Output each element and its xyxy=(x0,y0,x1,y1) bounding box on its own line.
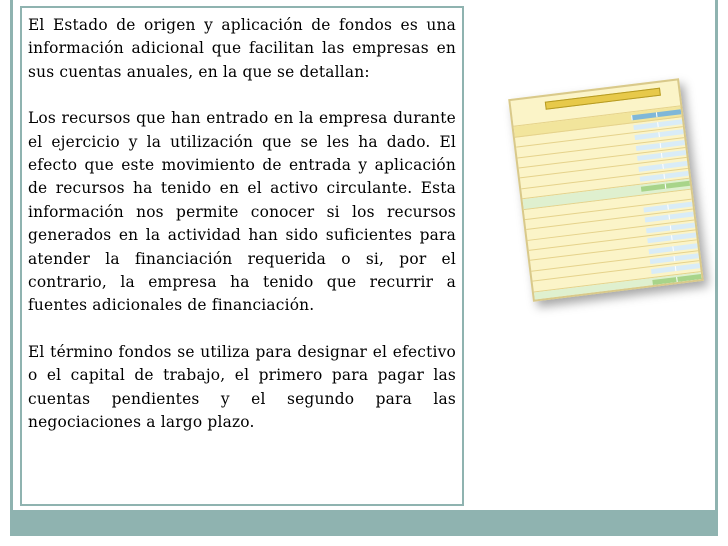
paragraph-resources: Los recursos que han entrado en la empresa durante el ejercicio y la utilización que se les ha dado. El efecto que este movimiento de entrada y aplicación de recursos ha tenido en el activo circulante. Esta información nos permite conocer si los recursos generados en la actividad han sido suficientes para atender la financiación requerida o si, por el contrario, la empresa ha tenido que recurrir a fuentes adicionales de financiación. xyxy=(28,109,456,315)
slide-bottom-bar xyxy=(10,510,718,536)
paragraph-funds-definition: El término fondos se utiliza para designar el efectivo o el capital de trabajo, el primero para pagar las cuentas pendientes y el segundo para las negociaciones a largo plazo. xyxy=(28,342,456,432)
financial-table-image xyxy=(508,78,704,301)
paragraph-intro: El Estado de origen y aplicación de fondos es una información adicional que facilitan las empresas en sus cuentas anuales, en la que se detallan: xyxy=(28,16,456,81)
text-box xyxy=(20,6,464,506)
